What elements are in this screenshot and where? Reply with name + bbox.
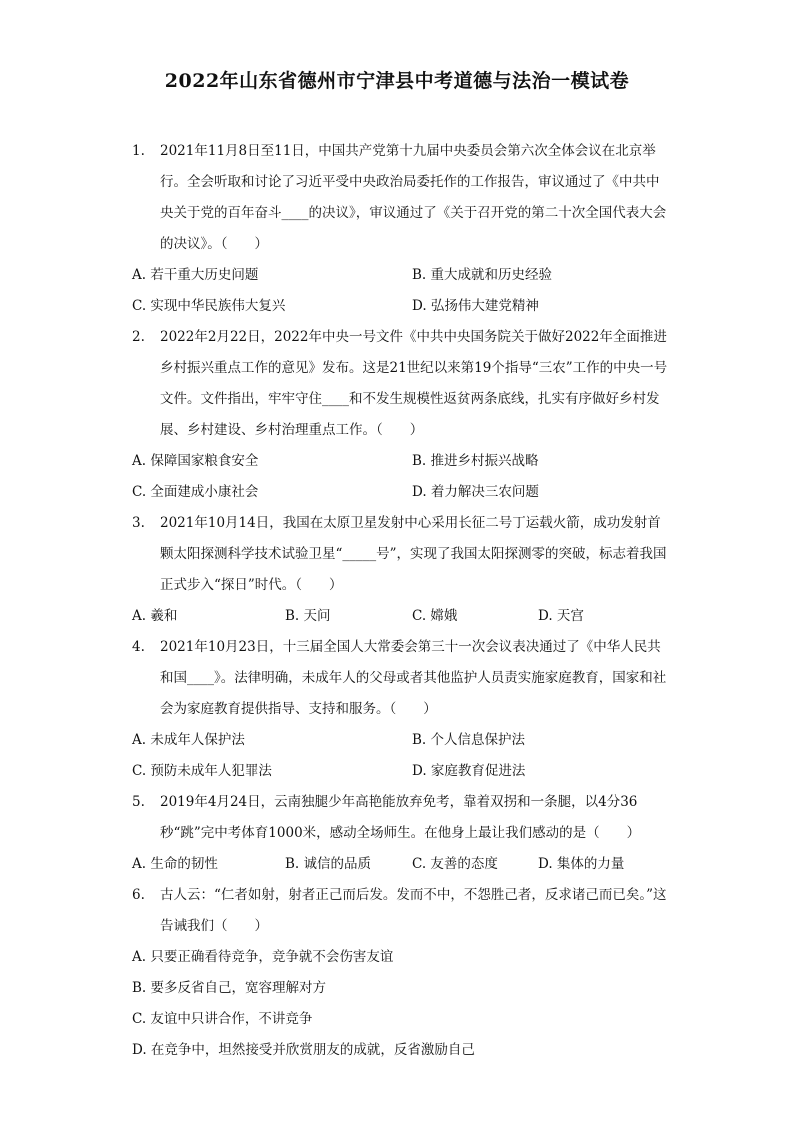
question-stem: 2021年11月8日至11日，中国共产党第十九届中央委员会第六次全体会议在北京举行。全会听取和讨论了习近平受中央政治局委托作的工作报告，审议通过了《中共中央关于党的百年奋斗____的决议》，审议通过了《关于召开党的第二十次全国代表大会的决议》。（ ）: [160, 143, 667, 252]
question-number: 1.: [132, 143, 145, 159]
page-title: 2022年山东省德州市宁津县中考道德与法治一模试卷: [164, 70, 630, 92]
option-b: B. 天问: [285, 608, 331, 624]
question-stem: 2019年4月24日，云南独腿少年高艳能放弃免考，靠着双拐和一条腿，以4分36秒“跳”完中考体育1000米，感动全场师生。在他身上最让我们感动的是（ ）: [160, 794, 641, 841]
option-d: D. 在竞争中，坦然接受并欣赏朋友的成就，反省激励自己: [132, 1042, 475, 1058]
option-a: A. 未成年人保护法: [132, 732, 245, 748]
question-number: 2.: [132, 329, 145, 345]
options-6: [132, 942, 672, 1066]
option-b: B. 推进乡村振兴战略: [412, 453, 539, 469]
question-1: [132, 136, 672, 260]
option-b: B. 重大成就和历史经验: [412, 267, 553, 283]
question-3: [132, 508, 672, 601]
question-number: 3.: [132, 515, 145, 531]
option-c: C. 全面建成小康社会: [132, 484, 259, 500]
question-number: 6.: [132, 887, 145, 903]
option-d: D. 天宫: [538, 608, 584, 624]
option-b: B. 诚信的品质: [285, 856, 372, 872]
option-c: C. 实现中华民族伟大复兴: [132, 298, 286, 314]
question-list: [132, 136, 672, 1066]
option-a: A. 羲和: [132, 608, 178, 624]
question-number: 4.: [132, 639, 145, 655]
option-d: D. 着力解决三农问题: [412, 484, 539, 500]
question-4: [132, 632, 672, 725]
option-a: A. 若干重大历史问题: [132, 267, 259, 283]
options-4: [132, 725, 672, 787]
question-stem: 古人云：“仁者如射，射者正己而后发。发而不中，不怨胜己者，反求诸己而已矣。”这告诫我们（ ）: [160, 887, 667, 934]
option-b: B. 要多反省自己，宽容理解对方: [132, 980, 327, 996]
option-b: B. 个人信息保护法: [412, 732, 526, 748]
option-a: A. 生命的韧性: [132, 856, 218, 872]
option-c: C. 友谊中只讲合作，不讲竞争: [132, 1011, 313, 1027]
question-2: [132, 322, 672, 446]
question-5: [132, 787, 672, 849]
options-3: [132, 601, 672, 632]
options-5: [132, 849, 672, 880]
question-stem: 2021年10月23日，十三届全国人大常委会第三十一次会议表决通过了《中华人民共和国____》。法律明确，未成年人的父母或者其他监护人员责实施家庭教育，国家和社会为家庭教育提供指导、支持和服务。（ ）: [160, 639, 667, 717]
option-c: C. 嫦娥: [412, 608, 458, 624]
option-c: C. 友善的态度: [412, 856, 498, 872]
options-1: [132, 260, 672, 322]
question-number: 5.: [132, 794, 145, 810]
option-d: D. 弘扬伟大建党精神: [412, 298, 539, 314]
option-d: D. 家庭教育促进法: [412, 763, 526, 779]
options-2: [132, 446, 672, 508]
question-6: [132, 880, 672, 942]
question-stem: 2022年2月22日，2022年中央一号文件《中共中央国务院关于做好2022年全面推进乡村振兴重点工作的意见》发布。这是21世纪以来第19个指导“三农”工作的中央一号文件。文件指出，牢牢守住____和不发生规模性返贫两条底线，扎实有序做好乡村发展、乡村建设、乡村治理重点工作。（ ）: [160, 329, 668, 438]
option-a: A. 只要正确看待竞争，竞争就不会伤害友谊: [132, 949, 394, 965]
option-a: A. 保障国家粮食安全: [132, 453, 259, 469]
question-stem: 2021年10月14日，我国在太原卫星发射中心采用长征二号丁运载火箭，成功发射首颗太阳探测科学技术试验卫星“_____号”，实现了我国太阳探测零的突破，标志着我国正式步入“探日”时代。（ ）: [160, 515, 667, 593]
option-c: C. 预防未成年人犯罪法: [132, 763, 272, 779]
option-d: D. 集体的力量: [538, 856, 625, 872]
